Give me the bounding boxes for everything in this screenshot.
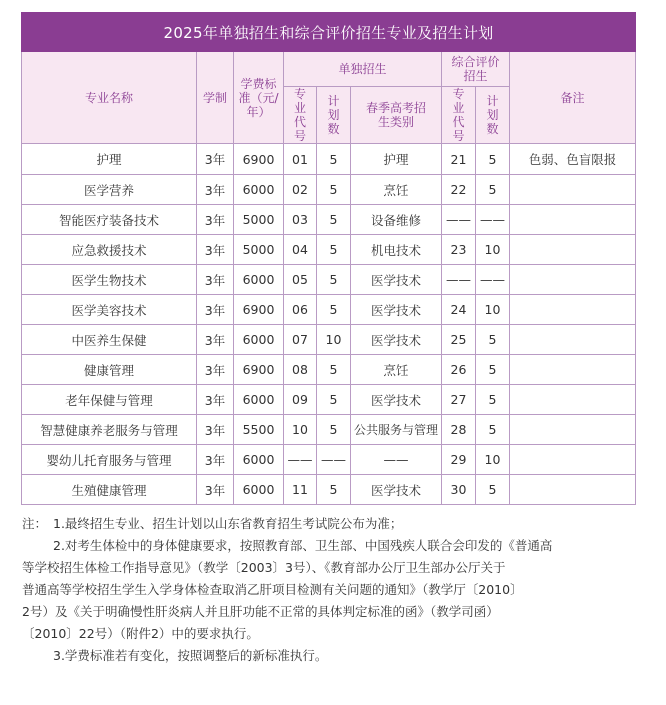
- cell-single-code: 11: [284, 475, 317, 505]
- cell-duration: 3年: [197, 205, 234, 235]
- cell-major-name: 医学营养: [22, 175, 197, 205]
- cell-single-plan: 5: [317, 475, 351, 505]
- cell-single-category: 医学技术: [351, 385, 442, 415]
- cell-remark: [510, 205, 636, 235]
- cell-eval-code: 21: [442, 144, 476, 175]
- cell-remark: [510, 295, 636, 325]
- cell-eval-plan: 10: [476, 235, 510, 265]
- cell-tuition: 6000: [234, 445, 284, 475]
- cell-single-code: 07: [284, 325, 317, 355]
- cell-remark: [510, 475, 636, 505]
- cell-eval-code: 27: [442, 385, 476, 415]
- cell-duration: 3年: [197, 175, 234, 205]
- table-row: [22, 415, 636, 445]
- notes-section: [22, 513, 647, 667]
- cell-single-code: ——: [284, 445, 317, 475]
- table-row: [22, 385, 636, 415]
- header-single-enrollment: 单独招生: [284, 52, 442, 87]
- cell-tuition: 6900: [234, 295, 284, 325]
- cell-single-plan: 5: [317, 175, 351, 205]
- cell-eval-plan: ——: [476, 265, 510, 295]
- cell-single-code: 01: [284, 144, 317, 175]
- cell-major-name: 智能医疗装备技术: [22, 205, 197, 235]
- cell-eval-code: 26: [442, 355, 476, 385]
- note-2-line-3: 普通高等学校招生学生入学身体检查取消乙肝项目检测有关问题的通知》（教学厅〔2010〕: [22, 582, 523, 597]
- note-1-text: 1.最终招生专业、招生计划以山东省教育招生考试院公布为准；: [53, 516, 403, 531]
- table-row: [22, 475, 636, 505]
- cell-tuition: 5000: [234, 235, 284, 265]
- cell-eval-plan: 5: [476, 475, 510, 505]
- cell-eval-code: 22: [442, 175, 476, 205]
- cell-eval-code: 30: [442, 475, 476, 505]
- cell-single-category: 医学技术: [351, 325, 442, 355]
- cell-duration: 3年: [197, 235, 234, 265]
- cell-eval-plan: 5: [476, 325, 510, 355]
- cell-duration: 3年: [197, 265, 234, 295]
- cell-single-code: 10: [284, 415, 317, 445]
- cell-tuition: 5000: [234, 205, 284, 235]
- cell-single-category: 医学技术: [351, 475, 442, 505]
- cell-single-category: 医学技术: [351, 295, 442, 325]
- cell-eval-code: 25: [442, 325, 476, 355]
- table-row: [22, 355, 636, 385]
- cell-duration: 3年: [197, 385, 234, 415]
- note-2-line-4: 2号）及《关于明确慢性肝炎病人并且肝功能不正常的具体判定标准的函》（教学司函）: [22, 604, 499, 619]
- header-eval-plan: 计划数: [476, 87, 510, 144]
- cell-single-code: 05: [284, 265, 317, 295]
- cell-eval-plan: 10: [476, 445, 510, 475]
- cell-duration: 3年: [197, 355, 234, 385]
- cell-single-code: 03: [284, 205, 317, 235]
- cell-major-name: 中医养生保健: [22, 325, 197, 355]
- cell-eval-plan: 5: [476, 175, 510, 205]
- header-major-name: 专业名称: [22, 52, 197, 144]
- table-row: [22, 445, 636, 475]
- cell-remark: [510, 355, 636, 385]
- enrollment-plan-table-container: [21, 12, 635, 505]
- cell-duration: 3年: [197, 415, 234, 445]
- cell-single-code: 06: [284, 295, 317, 325]
- cell-tuition: 5500: [234, 415, 284, 445]
- cell-single-category: 公共服务与管理: [351, 415, 442, 445]
- cell-eval-plan: 10: [476, 295, 510, 325]
- note-1: [22, 513, 647, 535]
- cell-remark: [510, 265, 636, 295]
- enrollment-plan-table: [21, 12, 636, 505]
- cell-single-category: 设备维修: [351, 205, 442, 235]
- table-row: [22, 265, 636, 295]
- cell-eval-code: 28: [442, 415, 476, 445]
- cell-tuition: 6900: [234, 144, 284, 175]
- header-single-plan: 计划数: [317, 87, 351, 144]
- cell-duration: 3年: [197, 475, 234, 505]
- header-comprehensive-evaluation: 综合评价招生: [442, 52, 510, 87]
- cell-remark: [510, 325, 636, 355]
- cell-tuition: 6900: [234, 355, 284, 385]
- cell-major-name: 智慧健康养老服务与管理: [22, 415, 197, 445]
- cell-single-plan: 5: [317, 205, 351, 235]
- cell-eval-plan: ——: [476, 205, 510, 235]
- cell-remark: [510, 385, 636, 415]
- cell-duration: 3年: [197, 144, 234, 175]
- cell-remark: [510, 445, 636, 475]
- cell-tuition: 6000: [234, 175, 284, 205]
- cell-eval-code: 24: [442, 295, 476, 325]
- table-row: [22, 235, 636, 265]
- cell-major-name: 应急救援技术: [22, 235, 197, 265]
- cell-major-name: 老年保健与管理: [22, 385, 197, 415]
- note-2-line-1: 2.对考生体检中的身体健康要求，按照教育部、卫生部、中国残疾人联合会印发的《普通高: [53, 538, 553, 553]
- cell-remark: [510, 235, 636, 265]
- cell-single-plan: 5: [317, 144, 351, 175]
- cell-single-category: 烹饪: [351, 175, 442, 205]
- cell-eval-code: ——: [442, 205, 476, 235]
- cell-single-plan: ——: [317, 445, 351, 475]
- cell-duration: 3年: [197, 295, 234, 325]
- cell-major-name: 健康管理: [22, 355, 197, 385]
- header-eval-code: 专业代号: [442, 87, 476, 144]
- cell-single-code: 08: [284, 355, 317, 385]
- cell-major-name: 医学美容技术: [22, 295, 197, 325]
- cell-duration: 3年: [197, 445, 234, 475]
- cell-tuition: 6000: [234, 475, 284, 505]
- notes-label: 注：: [22, 516, 48, 531]
- cell-eval-plan: 5: [476, 415, 510, 445]
- cell-eval-plan: 5: [476, 144, 510, 175]
- cell-eval-code: 23: [442, 235, 476, 265]
- cell-single-category: 医学技术: [351, 265, 442, 295]
- note-3: 3.学费标准若有变化，按照调整后的新标准执行。: [53, 648, 328, 663]
- cell-single-plan: 10: [317, 325, 351, 355]
- cell-remark: [510, 175, 636, 205]
- cell-eval-code: 29: [442, 445, 476, 475]
- cell-major-name: 护理: [22, 144, 197, 175]
- note-2-line-5: 〔2010〕22号）（附件2）中的要求执行。: [22, 626, 259, 641]
- cell-tuition: 6000: [234, 325, 284, 355]
- cell-single-plan: 5: [317, 355, 351, 385]
- cell-single-code: 02: [284, 175, 317, 205]
- cell-single-category: 机电技术: [351, 235, 442, 265]
- cell-duration: 3年: [197, 325, 234, 355]
- cell-single-plan: 5: [317, 385, 351, 415]
- cell-single-category: 烹饪: [351, 355, 442, 385]
- cell-remark: 色弱、色盲限报: [510, 144, 636, 175]
- cell-single-plan: 5: [317, 415, 351, 445]
- cell-eval-plan: 5: [476, 355, 510, 385]
- table-row: [22, 144, 636, 175]
- cell-remark: [510, 415, 636, 445]
- table-row: [22, 325, 636, 355]
- header-duration: 学制: [197, 52, 234, 144]
- note-2-line-2: 等学校招生体检工作指导意见》（教学〔2003〕3号）、《教育部办公厅卫生部办公厅关于: [22, 560, 506, 575]
- cell-eval-plan: 5: [476, 385, 510, 415]
- header-single-code: 专业代号: [284, 87, 317, 144]
- cell-major-name: 生殖健康管理: [22, 475, 197, 505]
- table-title: 2025年单独招生和综合评价招生专业及招生计划: [22, 13, 636, 52]
- header-single-category: 春季高考招生类别: [351, 87, 442, 144]
- cell-single-category: 护理: [351, 144, 442, 175]
- cell-single-code: 04: [284, 235, 317, 265]
- header-remark: 备注: [510, 52, 636, 144]
- table-row: [22, 295, 636, 325]
- header-tuition: 学费标准（元/年）: [234, 52, 284, 144]
- cell-major-name: 医学生物技术: [22, 265, 197, 295]
- table-row: [22, 205, 636, 235]
- cell-tuition: 6000: [234, 385, 284, 415]
- cell-single-category: ——: [351, 445, 442, 475]
- cell-single-plan: 5: [317, 295, 351, 325]
- table-row: [22, 175, 636, 205]
- cell-single-plan: 5: [317, 265, 351, 295]
- cell-single-code: 09: [284, 385, 317, 415]
- cell-tuition: 6000: [234, 265, 284, 295]
- cell-major-name: 婴幼儿托育服务与管理: [22, 445, 197, 475]
- cell-single-plan: 5: [317, 235, 351, 265]
- cell-eval-code: ——: [442, 265, 476, 295]
